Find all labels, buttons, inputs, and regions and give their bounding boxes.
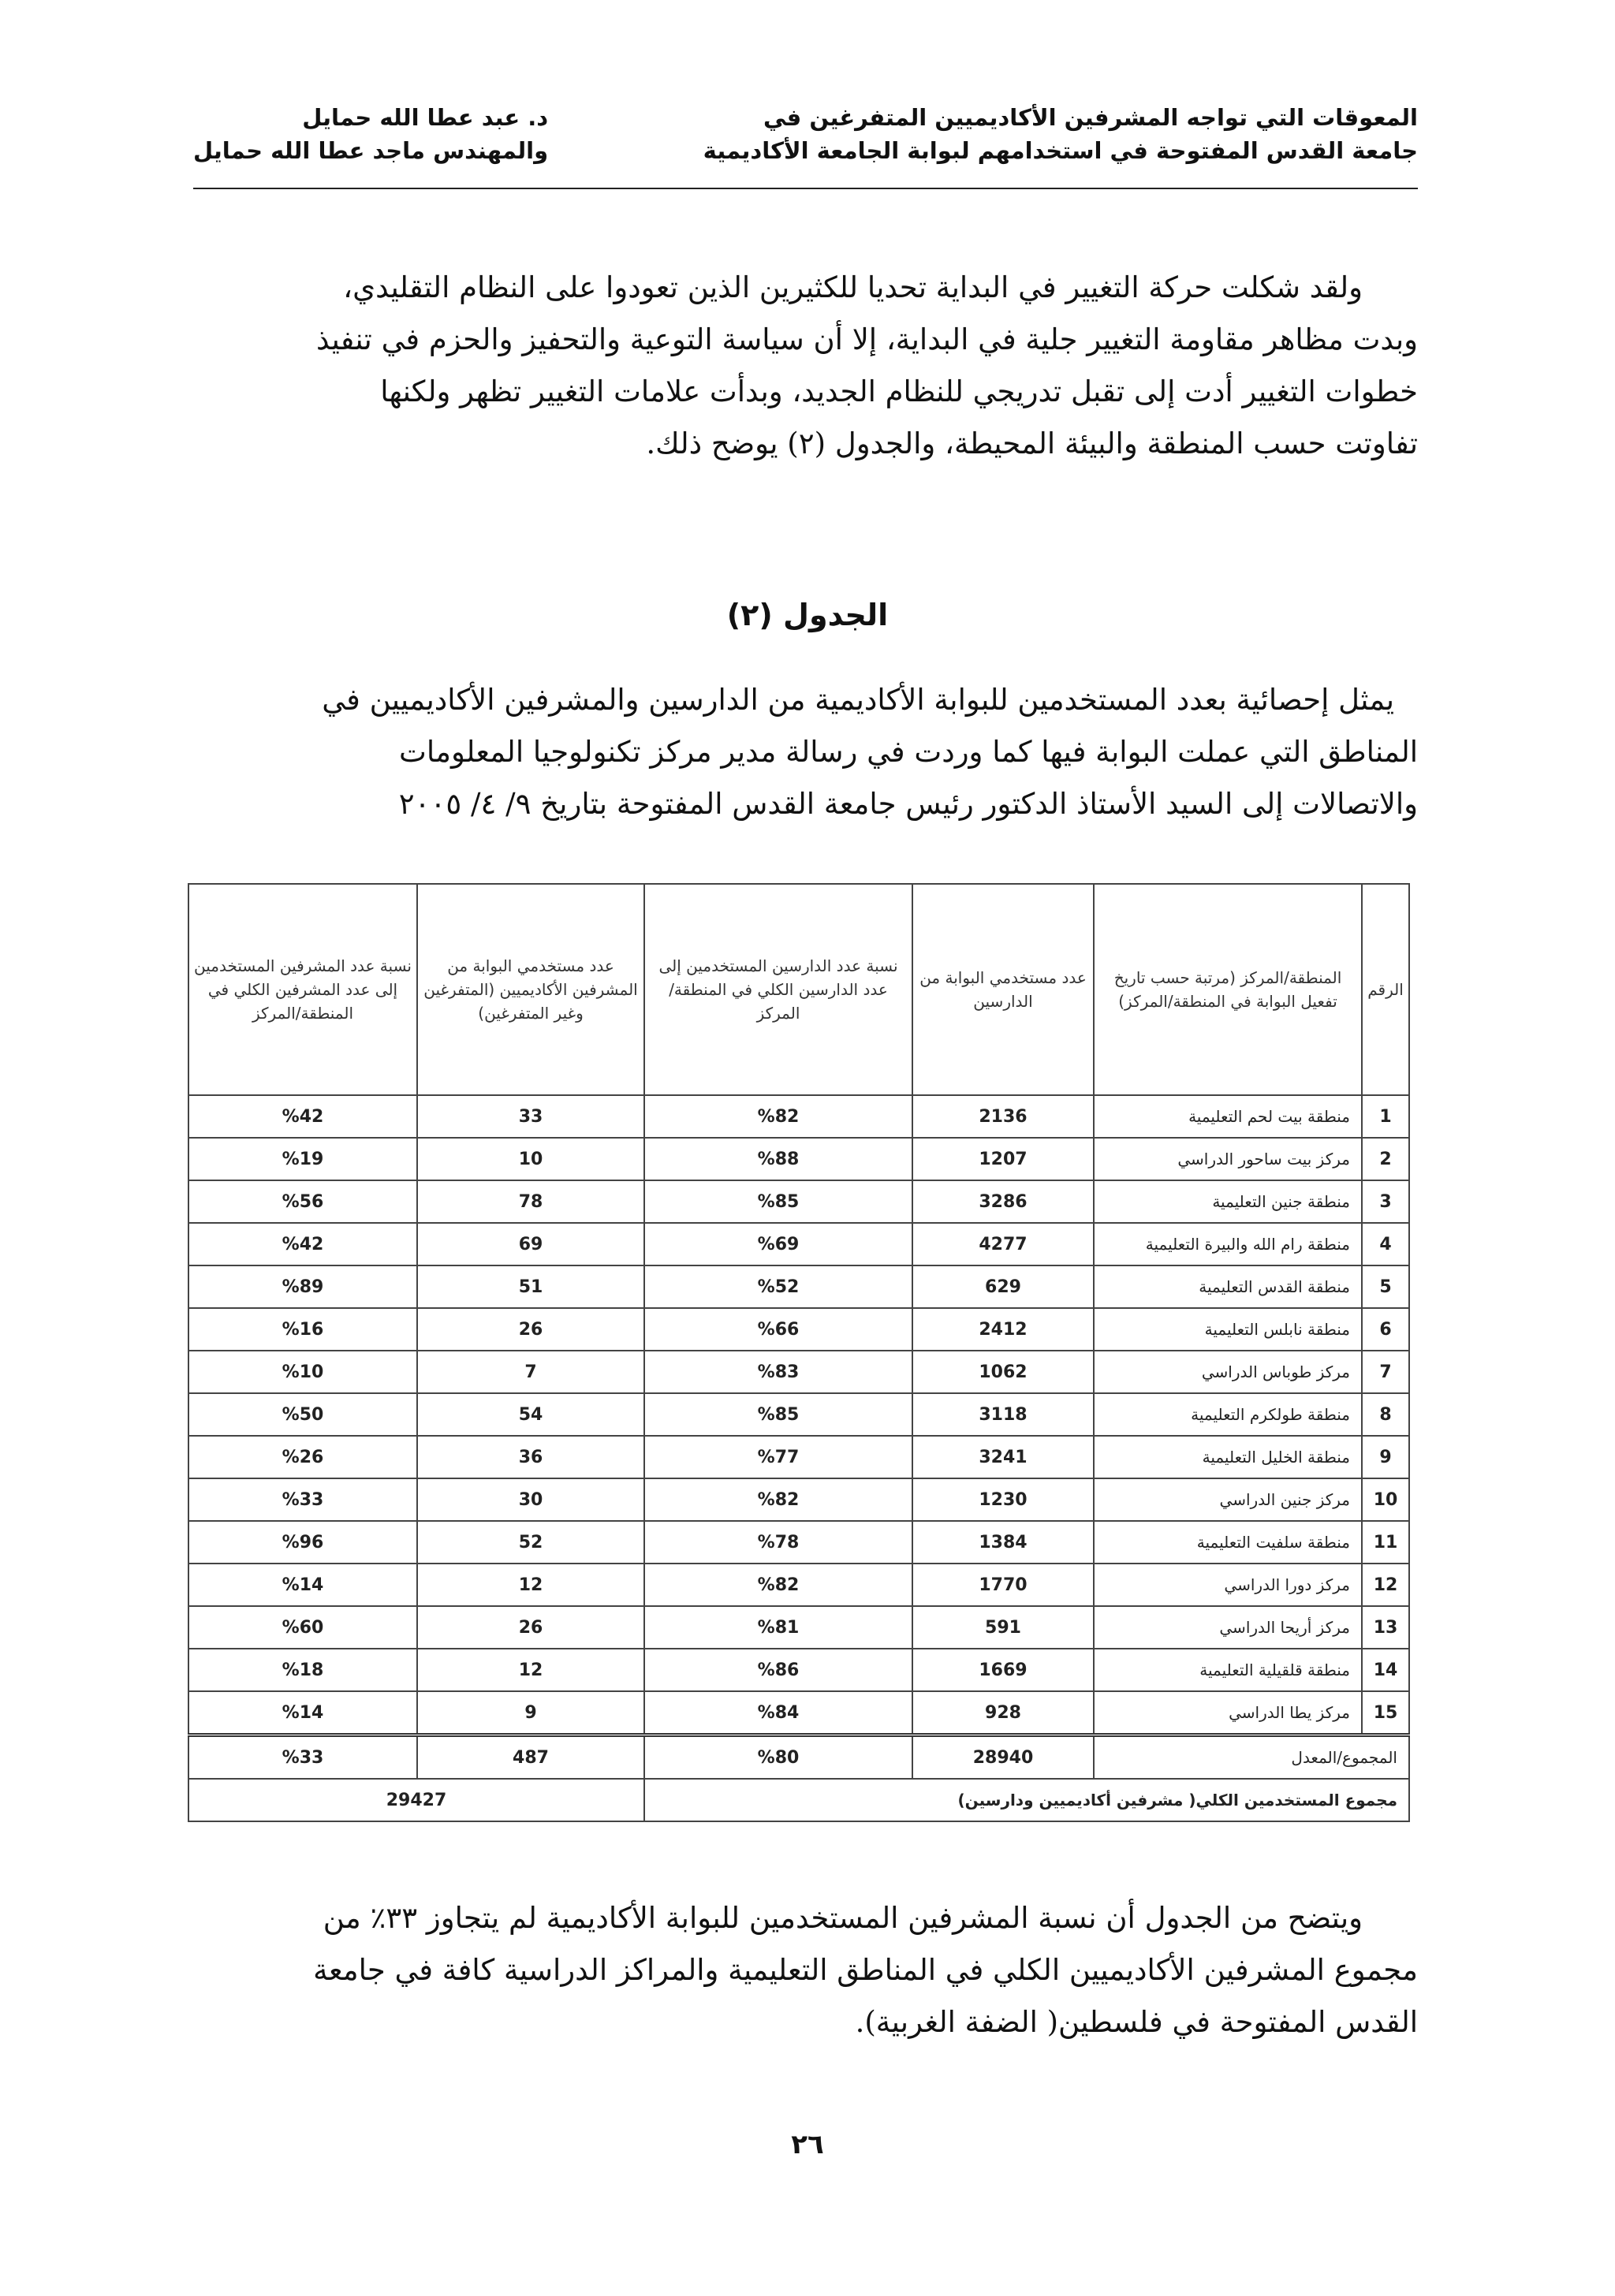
supervisor-users: 33 (417, 1095, 644, 1138)
student-ratio: %82 (644, 1478, 912, 1521)
region-name: منطقة قلقيلية التعليمية (1094, 1649, 1362, 1691)
region-name: منطقة جنين التعليمية (1094, 1180, 1362, 1223)
table-row (188, 1649, 1409, 1691)
student-ratio: %84 (644, 1691, 912, 1735)
conclusion-paragraph (189, 1892, 1418, 2048)
student-users: 3286 (912, 1180, 1094, 1223)
student-users: 1230 (912, 1478, 1094, 1521)
header-region: المنطقة/المركز (مرتبة حسب تاريخ تفعيل البوابة في المنطقة/المركز) (1094, 884, 1362, 1095)
table-row (188, 1521, 1409, 1564)
running-title (703, 101, 1418, 167)
supervisor-users: 26 (417, 1606, 644, 1649)
supervisor-users: 9 (417, 1691, 644, 1735)
table-row (188, 1691, 1409, 1735)
conclusion-line1: ويتضح من الجدول أن نسبة المشرفين المستخدمين للبوابة الأكاديمية لم يتجاوز ٣٣٪ من (323, 1901, 1363, 1935)
intro-line3: خطوات التغيير أدت إلى تقبل تدريجي للنظام الجديد، وبدأت علامات التغيير تظهر ولكنها (380, 375, 1418, 408)
supervisor-users: 10 (417, 1138, 644, 1180)
supervisor-users: 36 (417, 1436, 644, 1478)
student-ratio: %52 (644, 1265, 912, 1308)
table-title: الجدول (٢) (726, 598, 889, 632)
total-students: 28940 (912, 1735, 1094, 1780)
grand-total-value: 29427 (188, 1779, 644, 1821)
supervisor-users: 78 (417, 1180, 644, 1223)
table-row (188, 1564, 1409, 1606)
row-number: 1 (1362, 1095, 1409, 1138)
row-number: 3 (1362, 1180, 1409, 1223)
student-ratio: %86 (644, 1649, 912, 1691)
row-number: 13 (1362, 1606, 1409, 1649)
row-number: 2 (1362, 1138, 1409, 1180)
total-supervisors-pct: %33 (188, 1735, 417, 1780)
row-number: 11 (1362, 1521, 1409, 1564)
statistics-table (189, 883, 1410, 1821)
table-row (188, 1095, 1409, 1138)
table-row (188, 1351, 1409, 1393)
student-ratio: %66 (644, 1308, 912, 1351)
supervisor-ratio: %56 (188, 1180, 417, 1223)
page-header (193, 101, 1418, 189)
student-users: 591 (912, 1606, 1094, 1649)
row-number: 4 (1362, 1223, 1409, 1265)
supervisor-ratio: %50 (188, 1393, 417, 1436)
student-users: 4277 (912, 1223, 1094, 1265)
table-row (188, 1180, 1409, 1223)
header-student-ratio: نسبة عدد الدارسين المستخدمين إلى عدد الدارسين الكلي في المنطقة/المركز (644, 884, 912, 1095)
student-users: 2136 (912, 1095, 1094, 1138)
table-row (188, 1436, 1409, 1478)
intro-line1: ولقد شكلت حركة التغيير في البداية تحديا للكثيرين الذين تعودوا على النظام التقليدي، (343, 270, 1363, 304)
student-ratio: %77 (644, 1436, 912, 1478)
student-ratio: %85 (644, 1393, 912, 1436)
supervisor-users: 30 (417, 1478, 644, 1521)
row-number: 7 (1362, 1351, 1409, 1393)
table-row (188, 1265, 1409, 1308)
conclusion-line2: مجموع المشرفين الأكاديميين الكلي في المناطق التعليمية والمراكز الدراسية كافة في جامعة (313, 1953, 1418, 1987)
student-ratio: %83 (644, 1351, 912, 1393)
running-title-line2: جامعة القدس المفتوحة في استخدامهم لبوابة الجامعة الأكاديمية (703, 137, 1418, 164)
grand-total-label: مجموع المستخدمين الكلي( مشرفين أكاديميين ودارسين) (644, 1779, 1409, 1821)
student-users: 3118 (912, 1393, 1094, 1436)
row-number: 14 (1362, 1649, 1409, 1691)
total-supervisors: 487 (417, 1735, 644, 1780)
total-row (188, 1735, 1409, 1780)
student-ratio: %82 (644, 1095, 912, 1138)
table-row (188, 1138, 1409, 1180)
student-users: 1384 (912, 1521, 1094, 1564)
student-users: 629 (912, 1265, 1094, 1308)
student-ratio: %69 (644, 1223, 912, 1265)
table-row (188, 1308, 1409, 1351)
supervisor-users: 12 (417, 1564, 644, 1606)
header-supervisor-users: عدد مستخدمي البوابة من المشرفين الأكاديميين (المتفرغين وغير المتفرغين) (417, 884, 644, 1095)
running-title-line1: المعوقات التي تواجه المشرفين الأكاديميين المتفرغين في (763, 104, 1418, 131)
region-name: مركز يطا الدراسي (1094, 1691, 1362, 1735)
header-supervisor-ratio: نسبة عدد المشرفين المستخدمين إلى عدد المشرفين الكلي في المنطقة/المركز (188, 884, 417, 1095)
row-number: 9 (1362, 1436, 1409, 1478)
supervisor-ratio: %16 (188, 1308, 417, 1351)
row-number: 15 (1362, 1691, 1409, 1735)
row-number: 12 (1362, 1564, 1409, 1606)
student-ratio: %78 (644, 1521, 912, 1564)
supervisor-users: 12 (417, 1649, 644, 1691)
supervisor-ratio: %18 (188, 1649, 417, 1691)
supervisor-users: 69 (417, 1223, 644, 1265)
supervisor-ratio: %96 (188, 1521, 417, 1564)
supervisor-ratio: %42 (188, 1223, 417, 1265)
student-ratio: %88 (644, 1138, 912, 1180)
region-name: مركز جنين الدراسي (1094, 1478, 1362, 1521)
table-row (188, 1393, 1409, 1436)
header-student-users: عدد مستخدمي البوابة من الدارسين (912, 884, 1094, 1095)
supervisor-ratio: %10 (188, 1351, 417, 1393)
data-table (188, 883, 1410, 1822)
intro-line2: وبدت مظاهر مقاومة التغيير جلية في البداية، إلا أن سياسة التوعية والتحفيز والحزم في تنفيذ (316, 322, 1418, 356)
supervisor-ratio: %89 (188, 1265, 417, 1308)
supervisor-users: 51 (417, 1265, 644, 1308)
region-name: منطقة نابلس التعليمية (1094, 1308, 1362, 1351)
student-users: 2412 (912, 1308, 1094, 1351)
caption-line2: المناطق التي عملت البوابة فيها كما وردت في رسالة مدير مركز تكنولوجيا المعلومات (399, 735, 1418, 769)
running-authors (193, 101, 548, 167)
region-name: منطقة سلفيت التعليمية (1094, 1521, 1362, 1564)
header-number: الرقم (1362, 884, 1409, 1095)
row-number: 5 (1362, 1265, 1409, 1308)
region-name: منطقة الخليل التعليمية (1094, 1436, 1362, 1478)
region-name: منطقة بيت لحم التعليمية (1094, 1095, 1362, 1138)
row-number: 10 (1362, 1478, 1409, 1521)
conclusion-line3: القدس المفتوحة في فلسطين( الضفة الغربية). (855, 2005, 1418, 2039)
supervisor-ratio: %14 (188, 1564, 417, 1606)
student-ratio: %81 (644, 1606, 912, 1649)
supervisor-users: 26 (417, 1308, 644, 1351)
region-name: مركز بيت ساحور الدراسي (1094, 1138, 1362, 1180)
supervisor-users: 52 (417, 1521, 644, 1564)
table-header-row (188, 884, 1409, 1095)
intro-line4: تفاوتت حسب المنطقة والبيئة المحيطة، والجدول (٢) يوضح ذلك. (646, 427, 1418, 460)
total-students-pct: %80 (644, 1735, 912, 1780)
region-name: منطقة رام الله والبيرة التعليمية (1094, 1223, 1362, 1265)
student-users: 1669 (912, 1649, 1094, 1691)
supervisor-ratio: %14 (188, 1691, 417, 1735)
supervisor-ratio: %33 (188, 1478, 417, 1521)
table-row (188, 1606, 1409, 1649)
table-body (188, 1095, 1409, 1735)
grand-total-row (188, 1779, 1409, 1821)
student-ratio: %82 (644, 1564, 912, 1606)
page-number: ٢٦ (791, 2129, 824, 2160)
table-row (188, 1223, 1409, 1265)
student-users: 1062 (912, 1351, 1094, 1393)
intro-paragraph (189, 262, 1418, 470)
caption-line1: يمثل إحصائية بعدد المستخدمين للبوابة الأكاديمية من الدارسين والمشرفين الأكاديميين في (322, 683, 1394, 717)
region-name: منطقة طولكرم التعليمية (1094, 1393, 1362, 1436)
supervisor-users: 54 (417, 1393, 644, 1436)
student-users: 1770 (912, 1564, 1094, 1606)
region-name: منطقة القدس التعليمية (1094, 1265, 1362, 1308)
student-users: 928 (912, 1691, 1094, 1735)
student-ratio: %85 (644, 1180, 912, 1223)
region-name: مركز دورا الدراسي (1094, 1564, 1362, 1606)
row-number: 8 (1362, 1393, 1409, 1436)
table-caption (189, 674, 1418, 830)
table-row (188, 1478, 1409, 1521)
supervisor-users: 7 (417, 1351, 644, 1393)
caption-line3: والاتصالات إلى السيد الأستاذ الدكتور رئيس جامعة القدس المفتوحة بتاريخ ٩/ ٤/ ٢٠٠٥ (398, 787, 1418, 821)
supervisor-ratio: %19 (188, 1138, 417, 1180)
row-number: 6 (1362, 1308, 1409, 1351)
region-name: مركز طوباس الدراسي (1094, 1351, 1362, 1393)
supervisor-ratio: %60 (188, 1606, 417, 1649)
student-users: 3241 (912, 1436, 1094, 1478)
supervisor-ratio: %42 (188, 1095, 417, 1138)
region-name: مركز أريحا الدراسي (1094, 1606, 1362, 1649)
author-line2: والمهندس ماجد عطا الله حمايل (193, 137, 549, 164)
author-line1: د. عبد عطا الله حمايل (302, 104, 549, 131)
total-label: المجموع/المعدل (1094, 1735, 1409, 1780)
student-users: 1207 (912, 1138, 1094, 1180)
supervisor-ratio: %26 (188, 1436, 417, 1478)
